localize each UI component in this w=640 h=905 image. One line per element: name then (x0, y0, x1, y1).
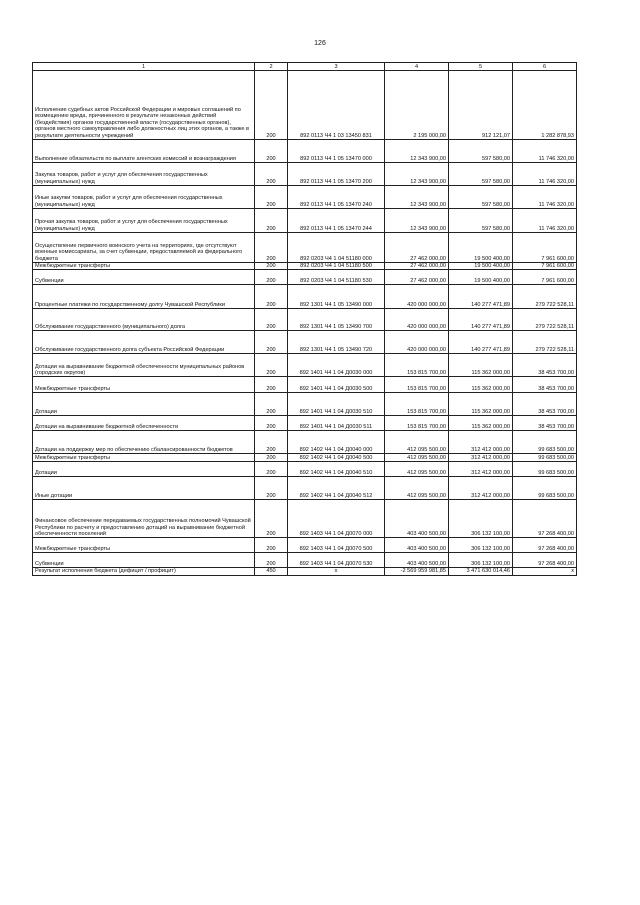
line-code-cell: 200 (255, 393, 288, 416)
budget-classification-code-cell: 892 1403 Ч4 1 04 Д0070 500 (288, 538, 385, 553)
approved-amount-cell: 420 000 000,00 (385, 285, 449, 309)
executed-amount-cell: 597 580,00 (449, 140, 513, 163)
table-row (33, 285, 577, 309)
row-name-cell: Дотации (33, 393, 255, 416)
table-row (33, 186, 577, 209)
budget-classification-code-cell: 892 1301 Ч4 1 05 13490 700 (288, 309, 385, 331)
row-name-cell: Межбюджетные трансферты (33, 454, 255, 462)
unexecuted-amount-cell: 11 746 320,00 (513, 140, 577, 163)
table-row (33, 163, 577, 186)
executed-amount-cell: 306 132 100,00 (449, 500, 513, 538)
budget-classification-code-cell: 892 1301 Ч4 1 05 13490 000 (288, 285, 385, 309)
line-code-cell: 200 (255, 500, 288, 538)
table-row (33, 270, 577, 285)
unexecuted-amount-cell: 1 282 878,93 (513, 71, 577, 140)
approved-amount-cell: 153 815 700,00 (385, 416, 449, 431)
approved-amount-cell: 27 462 000,00 (385, 270, 449, 285)
budget-classification-code-cell: 892 0113 Ч4 1 05 13470 000 (288, 140, 385, 163)
unexecuted-amount-cell: 99 683 500,00 (513, 454, 577, 462)
table-row (33, 354, 577, 377)
approved-amount-cell: 153 815 700,00 (385, 393, 449, 416)
table-row (33, 568, 577, 575)
executed-amount-cell: 306 132 100,00 (449, 538, 513, 553)
line-code-cell: 200 (255, 538, 288, 553)
line-code-cell: 200 (255, 477, 288, 500)
budget-classification-code-cell: 892 0113 Ч4 1 05 13470 240 (288, 186, 385, 209)
row-name-cell: Межбюджетные трансферты (33, 263, 255, 270)
budget-classification-code-cell: 892 1402 Ч4 1 04 Д0040 512 (288, 477, 385, 500)
unexecuted-amount-cell: 7 961 600,00 (513, 263, 577, 270)
approved-amount-cell: 412 095 500,00 (385, 477, 449, 500)
column-header: 3 (288, 63, 385, 71)
row-name-cell: Процентные платежи по государственному долгу Чувашской Республики (33, 285, 255, 309)
row-name-cell: Результат исполнения бюджета (дефицит / профицит) (33, 568, 255, 575)
column-header: 4 (385, 63, 449, 71)
budget-classification-code-cell: 892 1402 Ч4 1 04 Д0040 510 (288, 462, 385, 477)
budget-classification-code-cell: 892 0203 Ч4 1 04 51180 530 (288, 270, 385, 285)
unexecuted-amount-cell: 99 683 500,00 (513, 462, 577, 477)
unexecuted-amount-cell: x (513, 568, 577, 575)
row-name-cell: Прочая закупка товаров, работ и услуг для обеспечения государственных (муниципальных) нужд (33, 209, 255, 233)
executed-amount-cell: 597 580,00 (449, 209, 513, 233)
approved-amount-cell: 27 462 000,00 (385, 233, 449, 263)
approved-amount-cell: 420 000 000,00 (385, 309, 449, 331)
executed-amount-cell: 312 412 000,00 (449, 477, 513, 500)
row-name-cell: Осуществление первичного воинского учета на территориях, где отсутствуют военные комиссариаты, за счет субвенции, предоставляемой из федерального бюджета (33, 233, 255, 263)
budget-classification-code-cell: 892 0113 Ч4 1 05 13470 200 (288, 163, 385, 186)
line-code-cell: 200 (255, 209, 288, 233)
line-code-cell: 200 (255, 163, 288, 186)
unexecuted-amount-cell: 279 722 528,11 (513, 331, 577, 354)
unexecuted-amount-cell: 97 268 400,00 (513, 553, 577, 568)
row-name-cell: Выполнение обязательств по выплате агентских комиссий и вознаграждения (33, 140, 255, 163)
budget-classification-code-cell: 892 0203 Ч4 1 04 51180 000 (288, 233, 385, 263)
approved-amount-cell: 153 815 700,00 (385, 377, 449, 393)
executed-amount-cell: 140 277 471,89 (449, 285, 513, 309)
row-name-cell: Межбюджетные трансферты (33, 538, 255, 553)
line-code-cell: 200 (255, 354, 288, 377)
line-code-cell: 200 (255, 331, 288, 354)
executed-amount-cell: 312 412 000,00 (449, 454, 513, 462)
row-name-cell: Закупка товаров, работ и услуг для обеспечения государственных (муниципальных) нужд (33, 163, 255, 186)
unexecuted-amount-cell: 38 453 700,00 (513, 377, 577, 393)
row-name-cell: Финансовое обеспечение передаваемых государственных полномочий Чувашской Республики по расчету и предоставлению дотаций на выравнивание бюджетной обеспеченности поселений (33, 500, 255, 538)
table-row (33, 477, 577, 500)
approved-amount-cell: 403 400 500,00 (385, 538, 449, 553)
unexecuted-amount-cell: 38 453 700,00 (513, 393, 577, 416)
executed-amount-cell: 115 362 000,00 (449, 377, 513, 393)
line-code-cell: 200 (255, 462, 288, 477)
table-row (33, 553, 577, 568)
budget-classification-code-cell: 892 1301 Ч4 1 05 13490 720 (288, 331, 385, 354)
table-row (33, 393, 577, 416)
table-row (33, 331, 577, 354)
page-number: 126 (314, 40, 326, 47)
approved-amount-cell: 153 815 700,00 (385, 354, 449, 377)
unexecuted-amount-cell: 11 746 320,00 (513, 209, 577, 233)
table-row (33, 140, 577, 163)
line-code-cell: 200 (255, 377, 288, 393)
line-code-cell: 200 (255, 454, 288, 462)
row-name-cell: Иные дотации (33, 477, 255, 500)
row-name-cell: Обслуживание государственного (муниципального) долга (33, 309, 255, 331)
table-row (33, 462, 577, 477)
table-row (33, 377, 577, 393)
approved-amount-cell: 2 195 000,00 (385, 71, 449, 140)
row-name-cell: Межбюджетные трансферты (33, 377, 255, 393)
budget-classification-code-cell: x (288, 568, 385, 575)
table-row (33, 538, 577, 553)
table-row (33, 263, 577, 270)
executed-amount-cell: 19 500 400,00 (449, 233, 513, 263)
approved-amount-cell: 403 400 500,00 (385, 553, 449, 568)
line-code-cell: 200 (255, 553, 288, 568)
column-header: 5 (449, 63, 513, 71)
row-name-cell: Исполнение судебных актов Российской Федерации и мировых соглашений по возмещению вреда, причиненного в результате незаконных действий (бездействия) органов государственной власти (государственных органов), органов местного самоуправления либо должностных лиц этих органов, а также в результате деятельности учреждений (33, 71, 255, 140)
budget-classification-code-cell: 892 1401 Ч4 1 04 Д0030 500 (288, 377, 385, 393)
row-name-cell: Иные закупки товаров, работ и услуг для обеспечения государственных (муниципальных) нужд (33, 186, 255, 209)
unexecuted-amount-cell: 99 683 500,00 (513, 431, 577, 454)
row-name-cell: Дотации на выравнивание бюджетной обеспеченности (33, 416, 255, 431)
row-name-cell: Субвенции (33, 553, 255, 568)
approved-amount-cell: 12 343 900,00 (385, 186, 449, 209)
table-body (33, 71, 577, 576)
approved-amount-cell: 412 095 500,00 (385, 454, 449, 462)
row-name-cell: Субвенции (33, 270, 255, 285)
line-code-cell: 200 (255, 263, 288, 270)
budget-classification-code-cell: 892 1403 Ч4 1 04 Д0070 530 (288, 553, 385, 568)
table-row (33, 416, 577, 431)
row-name-cell: Дотации (33, 462, 255, 477)
table-row (33, 209, 577, 233)
line-code-cell: 200 (255, 270, 288, 285)
budget-classification-code-cell: 892 1401 Ч4 1 04 Д0030 511 (288, 416, 385, 431)
budget-classification-code-cell: 892 1402 Ч4 1 04 Д0040 000 (288, 431, 385, 454)
unexecuted-amount-cell: 7 961 600,00 (513, 233, 577, 263)
approved-amount-cell: 12 343 900,00 (385, 163, 449, 186)
approved-amount-cell: 412 095 500,00 (385, 431, 449, 454)
line-code-cell: 200 (255, 186, 288, 209)
executed-amount-cell: 597 580,00 (449, 163, 513, 186)
executed-amount-cell: 115 362 000,00 (449, 393, 513, 416)
column-header: 1 (33, 63, 255, 71)
unexecuted-amount-cell: 11 746 320,00 (513, 186, 577, 209)
executed-amount-cell: 115 362 000,00 (449, 354, 513, 377)
line-code-cell: 200 (255, 233, 288, 263)
executed-amount-cell: 115 362 000,00 (449, 416, 513, 431)
unexecuted-amount-cell: 7 961 600,00 (513, 270, 577, 285)
row-name-cell: Дотации на выравнивание бюджетной обеспеченности муниципальных районов (городских округов) (33, 354, 255, 377)
executed-amount-cell: 19 500 400,00 (449, 270, 513, 285)
line-code-cell: 200 (255, 140, 288, 163)
column-number-row (33, 63, 577, 71)
approved-amount-cell: 403 400 500,00 (385, 500, 449, 538)
approved-amount-cell: 12 343 900,00 (385, 209, 449, 233)
table-row (33, 71, 577, 140)
budget-classification-code-cell: 892 0203 Ч4 1 04 51180 500 (288, 263, 385, 270)
budget-classification-code-cell: 892 1402 Ч4 1 04 Д0040 500 (288, 454, 385, 462)
executed-amount-cell: 140 277 471,89 (449, 331, 513, 354)
unexecuted-amount-cell: 99 683 500,00 (513, 477, 577, 500)
unexecuted-amount-cell: 279 722 528,11 (513, 309, 577, 331)
unexecuted-amount-cell: 38 453 700,00 (513, 354, 577, 377)
line-code-cell: 200 (255, 416, 288, 431)
executed-amount-cell: 597 580,00 (449, 186, 513, 209)
budget-classification-code-cell: 892 1401 Ч4 1 04 Д0030 510 (288, 393, 385, 416)
executed-amount-cell: 912 121,07 (449, 71, 513, 140)
approved-amount-cell: 420 000 000,00 (385, 331, 449, 354)
executed-amount-cell: 312 412 000,00 (449, 462, 513, 477)
line-code-cell: 450 (255, 568, 288, 575)
approved-amount-cell: 412 095 500,00 (385, 462, 449, 477)
table-row (33, 454, 577, 462)
unexecuted-amount-cell: 11 746 320,00 (513, 163, 577, 186)
table-row (33, 309, 577, 331)
table-row (33, 500, 577, 538)
approved-amount-cell: 27 462 000,00 (385, 263, 449, 270)
executed-amount-cell: 3 471 630 014,46 (449, 568, 513, 575)
executed-amount-cell: 312 412 000,00 (449, 431, 513, 454)
executed-amount-cell: 306 132 100,00 (449, 553, 513, 568)
table-row (33, 233, 577, 263)
executed-amount-cell: 19 500 400,00 (449, 263, 513, 270)
budget-classification-code-cell: 892 0113 Ч4 1 03 13450 831 (288, 71, 385, 140)
line-code-cell: 200 (255, 71, 288, 140)
budget-classification-code-cell: 892 1403 Ч4 1 04 Д0070 000 (288, 500, 385, 538)
budget-classification-code-cell: 892 1401 Ч4 1 04 Д0030 000 (288, 354, 385, 377)
table-row (33, 431, 577, 454)
line-code-cell: 200 (255, 309, 288, 331)
unexecuted-amount-cell: 97 268 400,00 (513, 538, 577, 553)
approved-amount-cell: -2 569 959 981,85 (385, 568, 449, 575)
row-name-cell: Обслуживание государственного долга субъекта Российской Федерации (33, 331, 255, 354)
unexecuted-amount-cell: 38 453 700,00 (513, 416, 577, 431)
budget-classification-code-cell: 892 0113 Ч4 1 05 13470 244 (288, 209, 385, 233)
budget-execution-table (32, 62, 577, 576)
column-header: 2 (255, 63, 288, 71)
row-name-cell: Дотации на поддержку мер по обеспечению сбалансированности бюджетов (33, 431, 255, 454)
column-header: 6 (513, 63, 577, 71)
line-code-cell: 200 (255, 431, 288, 454)
line-code-cell: 200 (255, 285, 288, 309)
unexecuted-amount-cell: 279 722 528,11 (513, 285, 577, 309)
approved-amount-cell: 12 343 900,00 (385, 140, 449, 163)
unexecuted-amount-cell: 97 268 400,00 (513, 500, 577, 538)
executed-amount-cell: 140 277 471,89 (449, 309, 513, 331)
